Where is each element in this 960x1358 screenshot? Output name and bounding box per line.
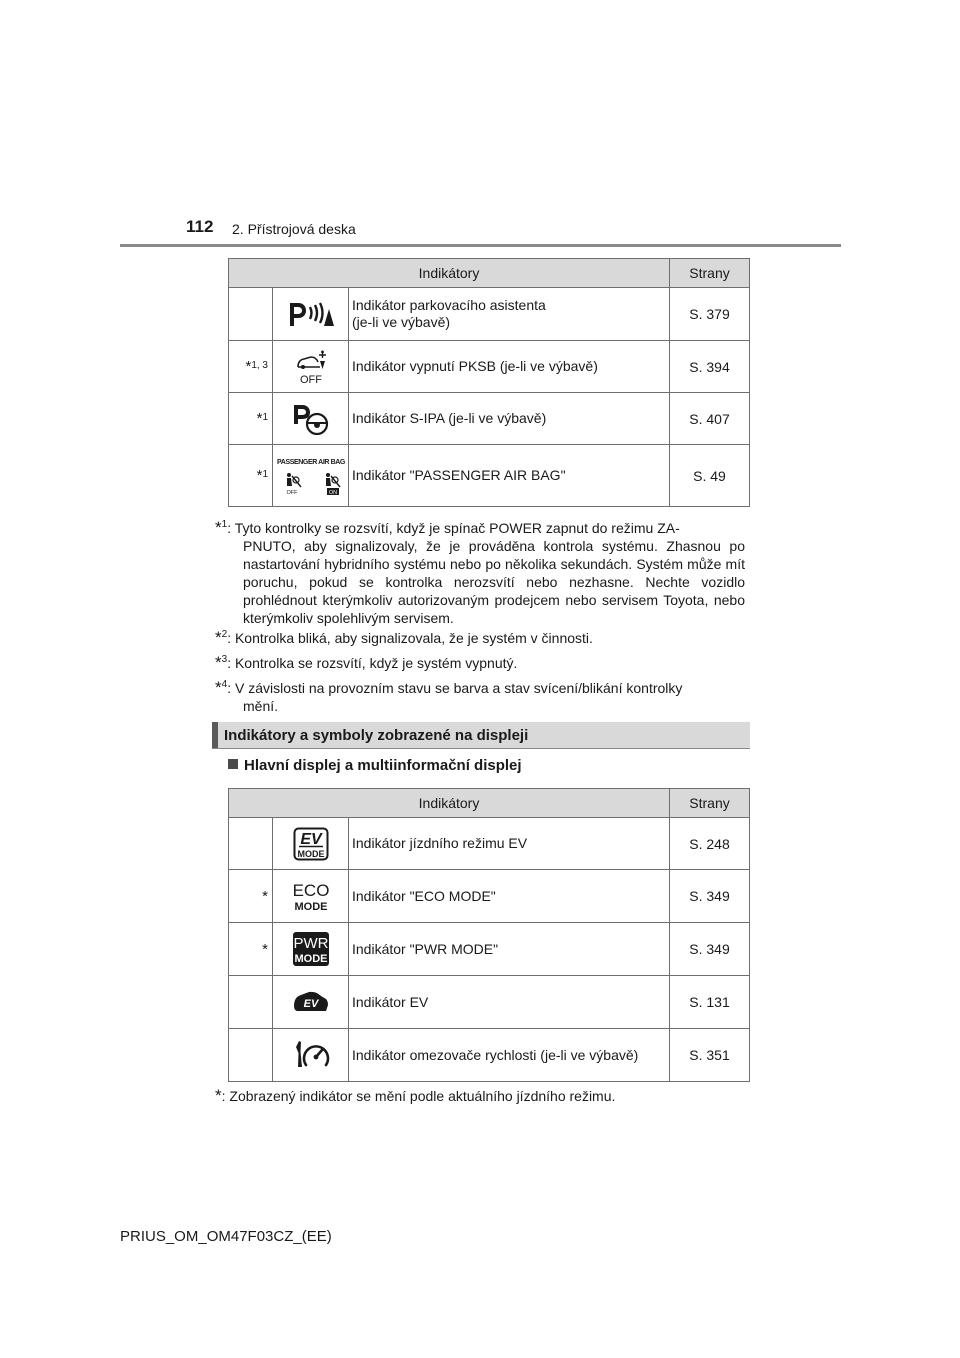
note-mark: *: [229, 923, 273, 976]
chapter-title: 2. Přístrojová deska: [232, 221, 356, 237]
ev-indicator-icon: [292, 989, 330, 1015]
footnote-mark: *: [215, 1086, 222, 1105]
note-mark: [229, 976, 273, 1029]
page-reference: S. 351: [670, 1029, 750, 1082]
note-superscript: 1, 3: [251, 360, 268, 371]
indicator-table-2: [228, 788, 750, 1082]
ev-indicator-label: EV: [303, 998, 318, 1010]
parking-assist-icon: [286, 299, 336, 329]
section-heading: [212, 722, 750, 748]
column-header-pages: Strany: [670, 789, 750, 818]
page-reference: S. 248: [670, 818, 750, 870]
footnote-text: : V závislosti na provozním stavu se barva a stav svícení/blikání kontrolky: [227, 680, 683, 696]
note-mark: *: [256, 467, 263, 484]
header-rule: [120, 244, 841, 247]
table-row: [229, 870, 750, 923]
column-header-indicators: Indikátory: [229, 789, 670, 818]
pksb-off-icon: [294, 349, 328, 385]
footnote-continuation: PNUTO, aby signalizovaly, že je prováděna kontrola systému. Zhasnou po nastartování hybridního systému nebo po několika sekundách. Systém může mít poruchu, pokud se kontrolka nerozsvítí nebo nezhasne. Nechte vozidlo prohlédnout kterýmkoliv autorizovaným prodejcem nebo servisem Toyota, nebo kterýmkoliv spolehlivým servisem.: [243, 538, 745, 626]
note-superscript: 1: [262, 412, 268, 423]
page-reference: S. 131: [670, 976, 750, 1029]
passenger-airbag-icon: [274, 456, 348, 496]
indicator-table-1: [228, 258, 750, 507]
speed-limiter-icon: [292, 1039, 330, 1071]
icon-cell: [273, 923, 349, 976]
icon-cell: [273, 818, 349, 870]
footnote-text: : Tyto kontrolky se rozsvítí, když je spínač POWER zapnut do režimu ZA-: [227, 520, 680, 536]
subsection-title: Hlavní displej a multiinformační displej: [244, 757, 522, 774]
subsection-heading: [228, 757, 522, 774]
page-reference: S. 407: [670, 393, 750, 445]
indicator-description: Indikátor omezovače rychlosti (je-li ve výbavě): [349, 1029, 670, 1082]
footnote-mark: *: [215, 678, 222, 697]
pwr-mode-icon: [292, 931, 330, 967]
document-code: PRIUS_OM_OM47F03CZ_(EE): [120, 1228, 332, 1245]
footnote: [215, 1087, 745, 1105]
icon-cell: [273, 341, 349, 393]
indicator-description: Indikátor parkovacího asistenta: [352, 297, 546, 313]
indicator-description-note: (je-li ve výbavě): [352, 314, 451, 330]
note-mark: [229, 1029, 273, 1082]
square-bullet-icon: [228, 759, 238, 769]
indicator-description: Indikátor S-IPA (je-li ve výbavě): [349, 393, 670, 445]
table-row: [229, 288, 750, 341]
section-accent: [212, 722, 218, 748]
indicator-description: Indikátor vypnutí PKSB (je-li ve výbavě): [349, 341, 670, 393]
pwr-mode-top-label: PWR: [293, 935, 328, 952]
eco-mode-top-label: ECO: [292, 881, 329, 900]
pwr-mode-bottom-label: MODE: [294, 953, 327, 965]
airbag-label: PASSENGER AIR BAG: [276, 458, 345, 466]
icon-cell: [273, 393, 349, 445]
table-header-row: [229, 789, 750, 818]
eco-mode-icon: [293, 879, 329, 913]
note-mark: *: [229, 870, 273, 923]
indicator-description: Indikátor EV: [349, 976, 670, 1029]
table-row: [229, 393, 750, 445]
note-superscript: 1: [262, 469, 268, 480]
table-row: [229, 1029, 750, 1082]
footnote-superscript: 3: [221, 654, 228, 665]
pksb-off-label: OFF: [299, 373, 322, 385]
section-underline: [212, 748, 750, 749]
table-row: [229, 445, 750, 507]
footnote-mark: *: [215, 518, 222, 537]
footnote: [215, 651, 745, 672]
footnote-text: : Kontrolka bliká, aby signalizovala, že je systém v činnosti.: [227, 630, 593, 646]
table-row: [229, 818, 750, 870]
note-mark: [229, 288, 273, 341]
footnote-text: : Kontrolka se rozsvítí, když je systém vypnutý.: [227, 655, 518, 671]
footnote-mark: *: [215, 653, 222, 672]
ev-mode-bottom-label: MODE: [297, 848, 324, 859]
icon-cell: [273, 288, 349, 341]
column-header-pages: Strany: [670, 259, 750, 288]
eco-mode-bottom-label: MODE: [294, 901, 327, 913]
ev-mode-top-label: EV: [299, 830, 322, 848]
footnote: [215, 626, 745, 647]
table-row: [229, 976, 750, 1029]
indicator-description: Indikátor "PWR MODE": [349, 923, 670, 976]
footnote-mark: *: [215, 628, 222, 647]
section-title: Indikátory a symboly zobrazené na displeji: [224, 727, 529, 744]
table-row: [229, 341, 750, 393]
page-reference: S. 379: [670, 288, 750, 341]
footnote-text: : Zobrazený indikátor se mění podle aktuálního jízdního režimu.: [221, 1088, 616, 1104]
page-reference: S. 349: [670, 870, 750, 923]
indicator-description: Indikátor "PASSENGER AIR BAG": [349, 445, 670, 507]
page-reference: S. 49: [670, 445, 750, 507]
icon-cell: [273, 976, 349, 1029]
footnote: [215, 516, 745, 627]
icon-cell: [273, 870, 349, 923]
indicator-description: Indikátor "ECO MODE": [349, 870, 670, 923]
column-header-indicators: Indikátory: [229, 259, 670, 288]
page-reference: S. 394: [670, 341, 750, 393]
table-row: [229, 923, 750, 976]
note-mark: *: [256, 410, 263, 427]
s-ipa-icon: [291, 402, 331, 436]
icon-cell: [273, 445, 349, 507]
note-mark: [229, 818, 273, 870]
note-mark: *: [245, 358, 252, 375]
ev-mode-icon: [293, 827, 329, 861]
footnote-superscript: 2: [221, 629, 228, 640]
page-number: 112: [186, 217, 214, 236]
footnote-superscript: 4: [221, 679, 228, 690]
footnote-superscript: 1: [221, 519, 228, 530]
footnote: [215, 676, 745, 715]
footnote-continuation: mění.: [243, 698, 279, 714]
airbag-off-label: OFF: [286, 489, 297, 496]
airbag-on-label: ON: [328, 489, 337, 496]
indicator-description: Indikátor jízdního režimu EV: [349, 818, 670, 870]
table-header-row: [229, 259, 750, 288]
icon-cell: [273, 1029, 349, 1082]
page-reference: S. 349: [670, 923, 750, 976]
